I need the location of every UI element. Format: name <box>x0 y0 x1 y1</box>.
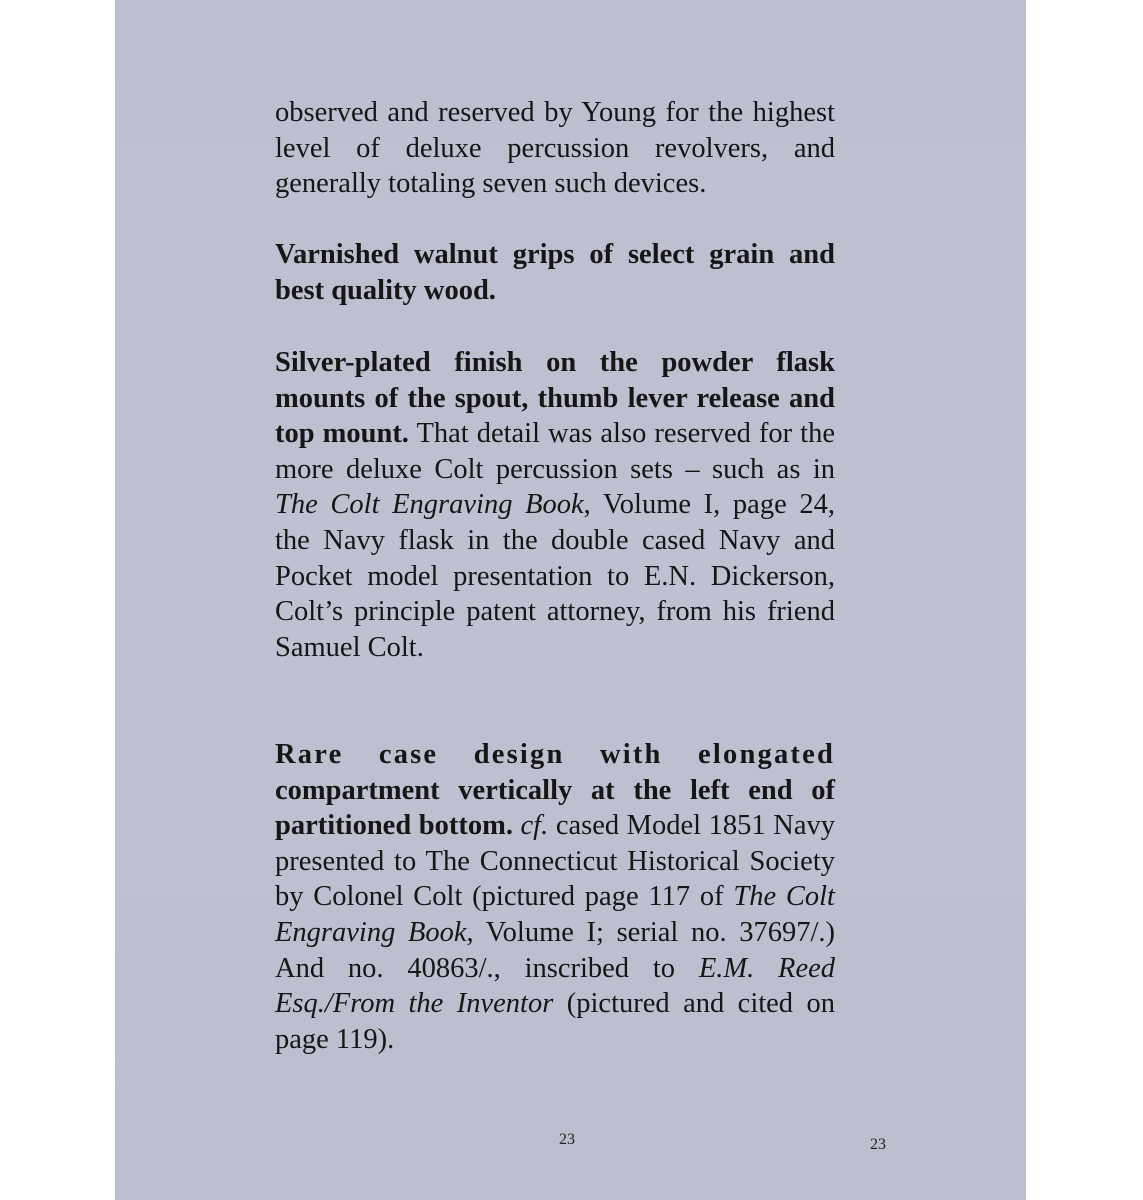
paragraph-bold-heading: compartment vertically at the left end of partitioned bottom. <box>275 774 835 842</box>
paragraph-rare-case-design <box>275 737 835 1057</box>
document-page <box>115 0 1026 1200</box>
inscription-italic: E.M. Reed Esq./From the Inventor <box>275 952 835 1020</box>
paragraph-bold-heading-lead: Rare case design with elongated <box>275 739 835 770</box>
paragraph-text: (pictured and cited on page 119). <box>275 988 836 1055</box>
paragraph-text: , Volume I; serial no. 37697/.) And no. 40863/., inscribed to <box>275 916 835 984</box>
paragraph-walnut-grips <box>275 237 835 308</box>
paragraph-young-devices <box>275 95 835 202</box>
paragraph-text: cased Model 1851 Navy presented to The Connecticut Historical Society by Colonel Colt (pictured page 117 of <box>275 810 835 913</box>
paragraph-text: That detail was also reserved for the more deluxe Colt percussion sets – such as in <box>275 418 835 485</box>
book-title-italic: The Colt Engraving Book <box>275 881 835 948</box>
paragraph-text: , Volume I, page 24, the Navy flask in the double cased Navy and Pocket model presentation to E.N. Dickerson, Colt’s principle patent attorney, from his friend Samuel Colt. <box>275 489 835 663</box>
paragraph-silver-plated-flask <box>275 345 835 665</box>
book-title-italic: The Colt Engraving Book <box>275 489 584 521</box>
paragraph-text: observed and reserved by Young for the highest level of deluxe percussion revolvers, and generally totaling seven such devices. <box>275 97 835 200</box>
cf-italic: cf. <box>512 810 549 842</box>
paragraph-bold-heading: Silver-plated finish on the powder flask mounts of the spout, thumb lever release and top mount. <box>275 347 835 450</box>
page-number-center: 23 <box>559 1131 575 1148</box>
page-number-right: 23 <box>870 1136 886 1153</box>
paragraph-bold-heading: Varnished walnut grips of select grain and best quality wood. <box>275 239 835 306</box>
